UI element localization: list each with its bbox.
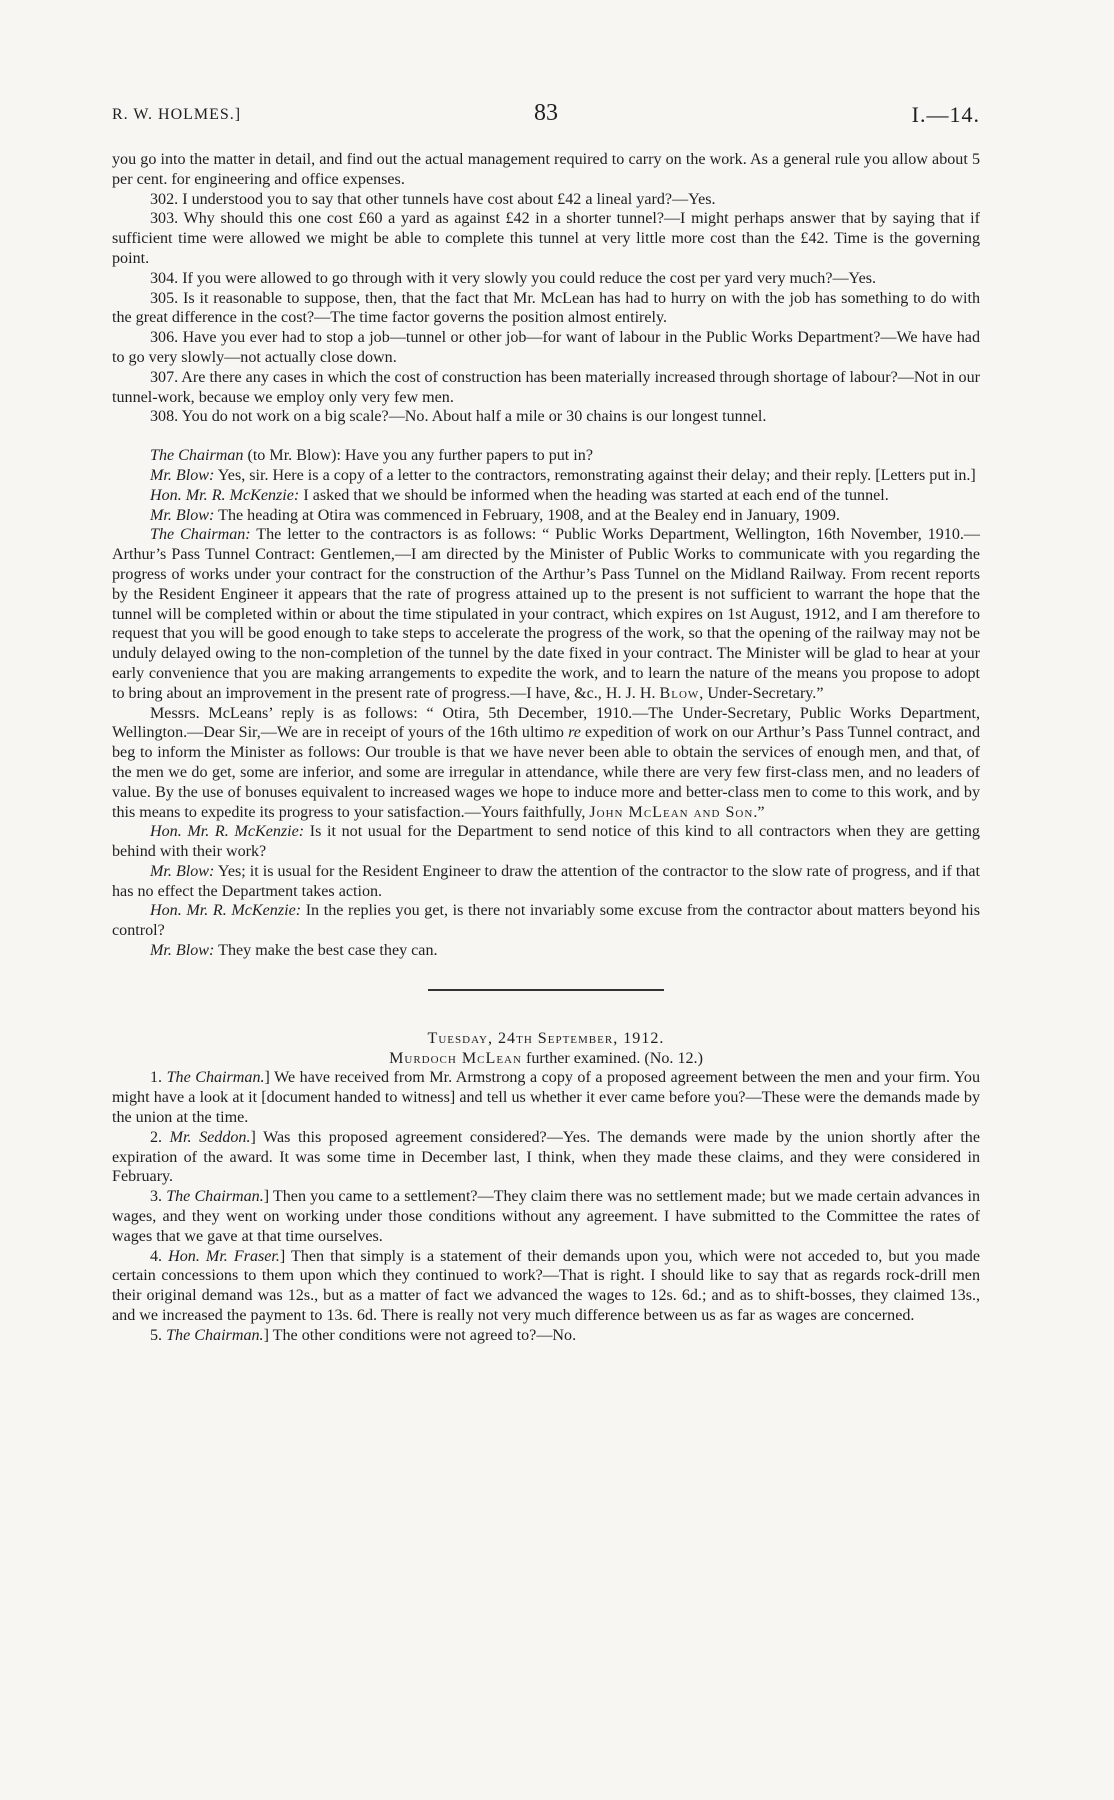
statement: Mr. Blow: They make the best case they can. (150, 942, 438, 960)
statement-reply: Messrs. McLeans’ reply is as follows: “ Otira, 5th December, 1910.—The Under-Secretary, Public Works Department, Wellington.—Dear Sir,—We are in receipt of yours of the 16th ultimo re expedition of work on our Arthur’s Pass Tunnel contract, and beg to inform the Minister as follows: Our trouble is that we have never been able to obtain the services of enough men, and that, of the men we do get, some are inferior, and some are irregular in attendance, while there are very few first-class men, and no leaders of value. By the use of bonuses equivalent to increased wages we hope to induce more and better-class men to come to this work, and by this means to expedite its progress to your satisfaction.—Yours faithfully, John McLean and Son.” (112, 704, 980, 821)
statement: Hon. Mr. R. McKenzie: I asked that we should be informed when the heading was started at each end of the tunnel. (150, 486, 889, 504)
statement: Hon. Mr. R. McKenzie: In the replies you get, is there not invariably some excuse from the contractor about matters beyond his control? (112, 902, 980, 940)
question-304: 304. If you were allowed to go through with it very slowly you could reduce the cost per yard very much?—Yes. (150, 269, 876, 287)
question-3: 3. The Chairman.] Then you came to a settlement?—They claim there was no settlement made; but we made certain advances in wages, and they went on working under those conditions without any agreement. I have submitted to the Committee the rates of wages that we gave at that time ourselves. (112, 1188, 981, 1245)
question-306: 306. Have you ever had to stop a job—tunnel or other job—for want of labour in the Public Works Department?—We have had to go very slowly—not actually close down. (112, 329, 980, 366)
section-divider (428, 989, 664, 991)
question-303: 303. Why should this one cost £60 a yard as against £42 in a shorter tunnel?—I might perhaps answer that by saying that if sufficient time were allowed we might be able to complete this tunnel at very little more cost than the £42. Time is the governing point. (112, 210, 980, 267)
statement-letter: The Chairman: The letter to the contractors is as follows: “ Public Works Department, Wellington, 16th November, 1910.—Arthur’s Pass Tunnel Contract: Gentlemen,—I am directed by the Minister of Public Works to communicate with you regarding the progress of works under your contract for the construction of the Arthur’s Pass Tunnel on the Midland Railway. From recent reports by the Resident Engineer it appears that the rate of progress attained up to the present is not sufficient to warrant the hope that the tunnel will be completed within or about the time stipulated in your contract, which expires on 1st August, 1912, and I am therefore to request that you will be good enough to take steps to accelerate the progress of the work, so that the opening of the railway may not be unduly delayed owing to the non-completion of the tunnel by the date fixed in your contract. The Minister will be glad to hear at your early convenience that you are making arrangements to expedite the work, and to learn the nature of the means you propose to adopt to bring about an improvement in the present rate of progress.—I have, &c., H. J. H. Blow, Under-Secretary.” (112, 526, 980, 702)
question-1: 1. The Chairman.] We have received from Mr. Armstrong a copy of a proposed agreement between the men and your firm. You might have a look at it [document handed to witness] and tell us whether it ever came before you?—These were the demands made by the union at the time. (112, 1069, 981, 1127)
question-308: 308. You do not work on a big scale?—No. About half a mile or 30 chains is our longest tunnel. (150, 408, 767, 426)
session-date: Tuesday, 24th September, 1912. (427, 1029, 665, 1047)
statement: The Chairman (to Mr. Blow): Have you any further papers to put in? (150, 447, 593, 465)
witness-header: R. W. HOLMES.] (112, 106, 242, 123)
question-305: 305. Is it reasonable to suppose, then, that the fact that Mr. McLean has had to hurry on with the job has something to do with the great difference in the cost?—The time factor governs the position almost entirely. (112, 289, 980, 327)
question-2: 2. Mr. Seddon.] Was this proposed agreement considered?—Yes. The demands were made by the union shortly after the expiration of the award. It was some time in December last, I think, when they made these claims, and they were considered in February. (112, 1128, 980, 1186)
question-5: 5. The Chairman.] The other conditions were not agreed to?—No. (150, 1326, 577, 1344)
paper-reference: I.—14. (911, 102, 980, 127)
document-body (112, 150, 980, 1346)
paragraph: you go into the matter in detail, and find out the actual management required to carry on the work. As a general rule you allow about 5 per cent. for engineering and office expenses. (112, 151, 980, 188)
statement: Mr. Blow: Yes; it is usual for the Resident Engineer to draw the attention of the contractor to the slow rate of progress, and if that has no effect the Department takes action. (112, 862, 981, 900)
running-head (112, 100, 980, 134)
page-number: 83 (534, 100, 558, 126)
statement: Hon. Mr. R. McKenzie: Is it not usual for the Department to send notice of this kind to all contractors when they are getting behind with their work? (112, 823, 980, 861)
witness-line: Murdoch McLean further examined. (No. 12.) (389, 1049, 703, 1067)
statement: Mr. Blow: Yes, sir. Here is a copy of a letter to the contractors, remonstrating against their delay; and their reply. [Letters put in.] (150, 466, 976, 484)
statement: Mr. Blow: The heading at Otira was commenced in February, 1908, and at the Bealey end in January, 1909. (150, 506, 840, 524)
question-307: 307. Are there any cases in which the cost of construction has been materially increased through shortage of labour?—Not in our tunnel-work, because we employ only very few men. (112, 368, 980, 406)
question-4: 4. Hon. Mr. Fraser.] Then that simply is a statement of their demands upon you, which were not acceded to, but you made certain concessions to them upon which they continued to work?—That is right. I should like to say that as regards rock-drill men their original demand was 12s., but as a matter of fact we advanced the wages to 12s. 6d.; and as to shift-bosses, they claimed 13s., and we increased the payment to 13s. 6d. There is really not very much difference between us as far as wages are concerned. (112, 1247, 980, 1325)
question-302: 302. I understood you to say that other tunnels have cost about £42 a lineal yard?—Yes. (150, 190, 716, 208)
document-page (112, 100, 980, 1346)
spacer (112, 427, 980, 446)
